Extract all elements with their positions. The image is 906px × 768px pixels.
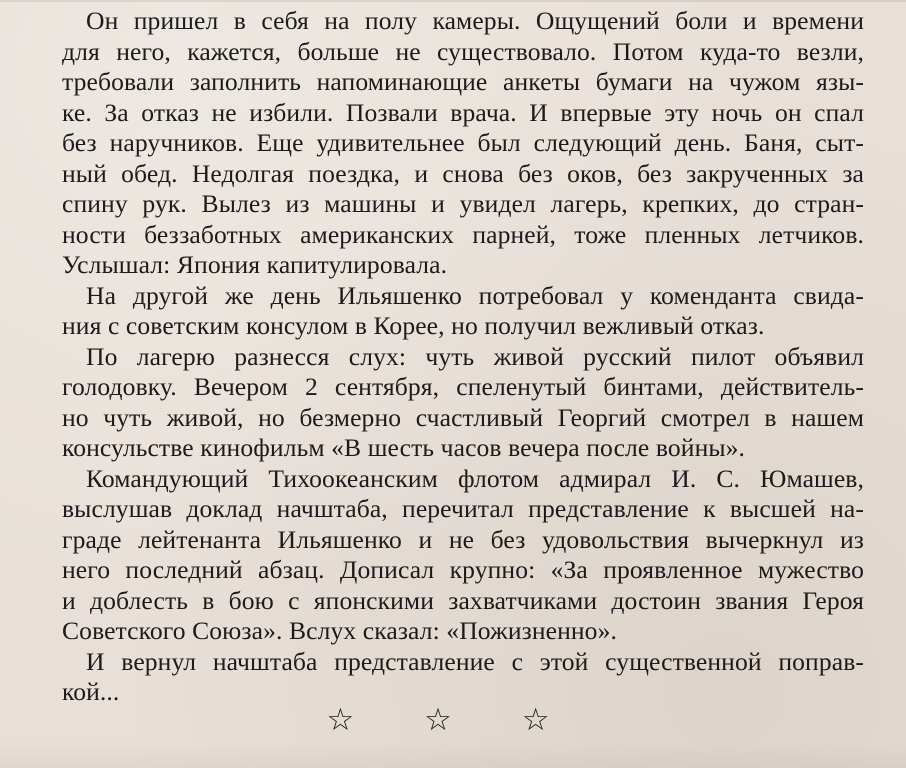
page-text <box>62 6 864 708</box>
paragraph-3 <box>62 342 864 464</box>
text-line: для него, кажется, больше не существовало. Потом куда-то везли, <box>62 36 864 66</box>
text-line: ности беззаботных американских парней, тоже пленных летчиков. <box>62 219 864 249</box>
text-line: ный обед. Недолгая поездка, и снова без оков, без закрученных за <box>62 158 864 188</box>
text-line: и доблесть в бою с японскими захватчиками достоин звания Героя <box>62 585 864 615</box>
text-line: И вернул начштаба представление с этой существенной поправ- <box>86 646 864 676</box>
text-line: выслушав доклад начштаба, перечитал представление к высшей на- <box>62 494 864 523</box>
paragraph-2 <box>62 281 864 342</box>
bleed-through-bottom <box>0 742 906 768</box>
text-line: кой... <box>62 677 120 706</box>
text-line: Командующий Тихоокеанским флотом адмирал И. С. Юмашев, <box>86 463 864 493</box>
text-line: ния с советским консулом в Корее, но получил вежливый отказ. <box>62 311 765 340</box>
paragraph-1 <box>62 6 864 281</box>
paragraph-5 <box>62 647 864 708</box>
text-line: требовали заполнить напоминающие анкеты бумаги на чужом язы- <box>62 67 864 96</box>
text-line: По лагерю разнесся слух: чуть живой русский пилот объявил <box>86 341 864 371</box>
text-line: Услышал: Япония капитулировала. <box>62 250 448 279</box>
text-line: ке. За отказ не избили. Позвали врача. И впервые эту ночь он спал <box>62 97 864 127</box>
text-line: него последний абзац. Дописал крупно: «За проявленное мужество <box>62 555 864 584</box>
text-line: На другой же день Ильяшенко потребовал у коменданта свида- <box>86 280 864 310</box>
text-line: спину рук. Вылез из машины и увидел лагерь, крепких, до стран- <box>62 189 864 218</box>
section-separator-stars-icon: ☆ ☆ ☆ <box>326 702 580 738</box>
bleed-through-edge <box>0 0 906 2</box>
text-line: консульстве кинофильм «В шесть часов вечера после войны». <box>62 433 746 462</box>
text-line: без наручников. Еще удивительнее был следующий день. Баня, сыт- <box>62 128 864 157</box>
text-line: Он пришел в себя на полу камеры. Ощущений боли и времени <box>86 6 864 35</box>
paragraph-4 <box>62 464 864 647</box>
text-line: голодовку. Вечером 2 сентября, спеленутый бинтами, действитель- <box>62 372 864 401</box>
text-line: граде лейтенанта Ильяшенко и не без удовольствия вычеркнул из <box>62 524 864 554</box>
text-line: но чуть живой, но безмерно счастливый Георгий смотрел в нашем <box>62 402 864 432</box>
text-line: Советского Союза». Вслух сказал: «Пожизненно». <box>62 616 617 645</box>
